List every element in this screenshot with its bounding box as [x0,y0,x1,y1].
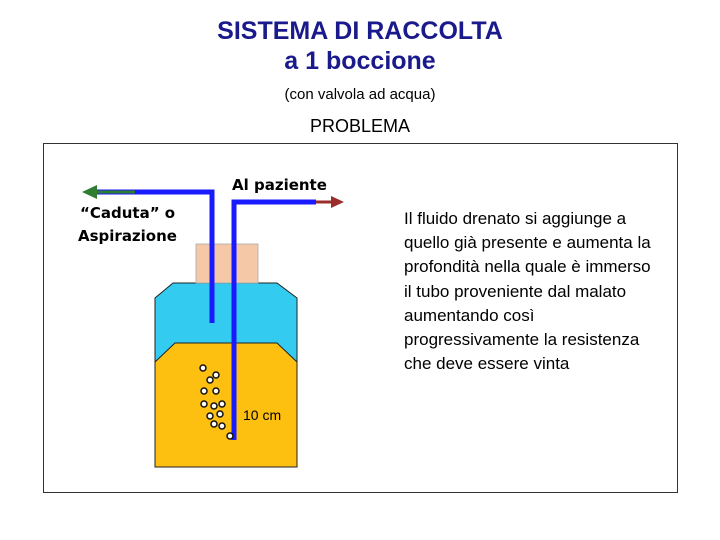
bubble [211,421,217,427]
stopper [196,244,258,283]
fluid [155,343,297,467]
bubble [213,372,219,378]
problem-description: Il fluido drenato si aggiunge a quello già presente e aumenta la profondità nella quale è immerso il tubo proveniente dal malato aumentando così progressivamente la resistenza che deve essere vinta [404,209,651,374]
bubble [207,413,213,419]
suction-arrow-head [82,185,97,199]
label-suction: Aspirazione [78,227,177,245]
title-line-1: SISTEMA DI RACCOLTA [217,17,503,45]
bubble [201,401,207,407]
bubble [207,377,213,383]
bubble [219,401,225,407]
bubble [227,433,233,439]
bubble [200,365,206,371]
label-fall: “Caduta” o [80,204,176,222]
bubble [201,388,207,394]
bubble [211,403,217,409]
label-depth: 10 cm [243,407,282,423]
label-to-patient: Al paziente [232,176,327,194]
subtitle: (con valvola ad acqua) [284,86,436,103]
patient-arrow-head [331,196,344,208]
section-heading: PROBLEMA [309,116,411,136]
bubble [213,388,219,394]
bubble [219,423,225,429]
bubble [217,411,223,417]
title-line-2: a 1 boccione [284,47,436,75]
